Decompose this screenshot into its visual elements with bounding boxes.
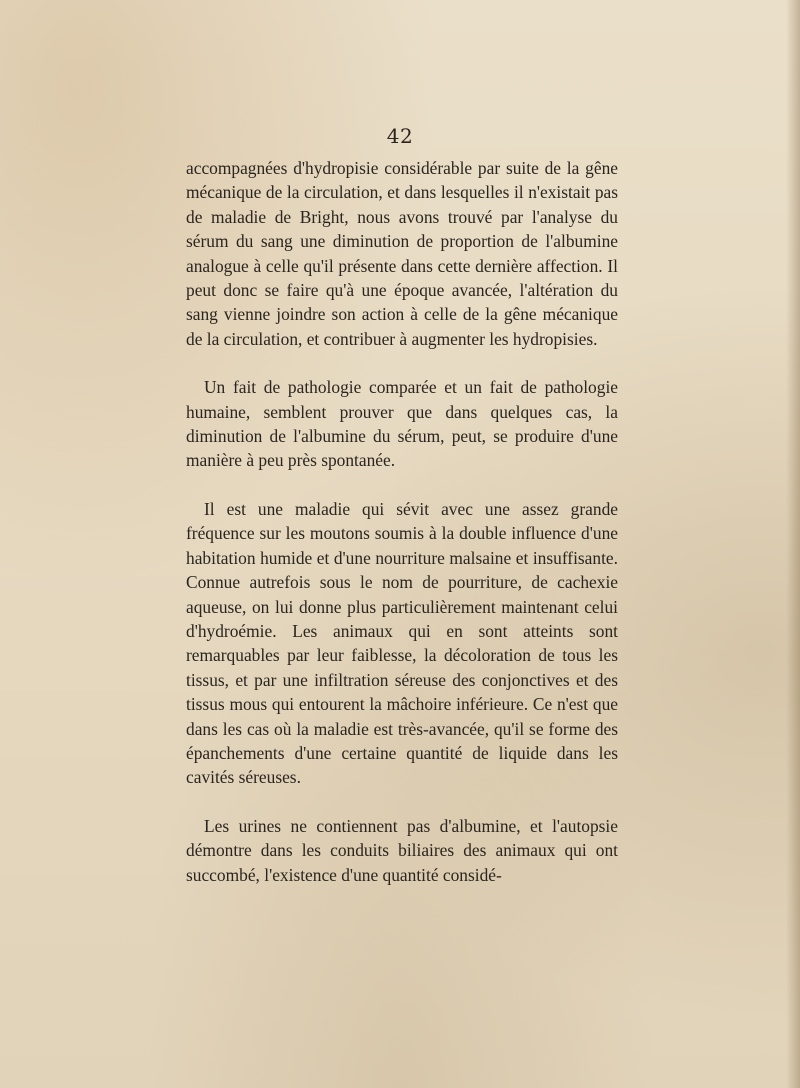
paragraph-3: Il est une maladie qui sévit avec une assez grande fréquence sur les moutons soumis à la double influence d'une habitation humide et d'une nourriture malsaine et insuffisante. Connue autrefois sous le nom de pourriture, de cachexie aqueuse, on lui donne plus particulièrement maintenant celui d'hydroémie. Les animaux qui en sont atteints sont remarquables par leur faiblesse, la décoloration de tous les tissus, et par une infiltration séreuse des conjonctives et des tissus mous qui entourent la mâchoire inférieure. Ce n'est que dans les cas où la maladie est très-avancée, qu'il se forme des épanchements d'une certaine quantité de liquide dans les cavités séreuses. bbox=[186, 498, 618, 788]
paragraph-1: accompagnées d'hydropisie considérable par suite de la gêne mécanique de la circulation, et dans lesquelles il n'existait pas de maladie de Bright, nous avons trouvé par l'analyse du sérum du sang une diminution de proportion de l'albumine analogue à celle qu'il présente dans cette dernière affection. Il peut donc se faire qu'à une époque avancée, l'altération du sang vienne joindre son action à celle de la gêne mécanique de la circulation, et contribuer à augmenter les hydropisies. bbox=[186, 158, 618, 349]
page-edge-shadow bbox=[786, 0, 800, 1088]
paragraph-2: Un fait de pathologie comparée et un fait de pathologie humaine, semblent prouver que dans quelques cas, la diminution de l'albumine du sérum, peut, se produire d'une manière à peu près spontanée. bbox=[186, 377, 618, 471]
page-number: 42 bbox=[386, 124, 414, 148]
paragraph-4: Les urines ne contiennent pas d'albumine, et l'autopsie démontre dans les conduits biliaires des animaux qui ont succombé, l'existence d'une quantité considé- bbox=[186, 815, 618, 885]
body-text bbox=[186, 156, 618, 887]
